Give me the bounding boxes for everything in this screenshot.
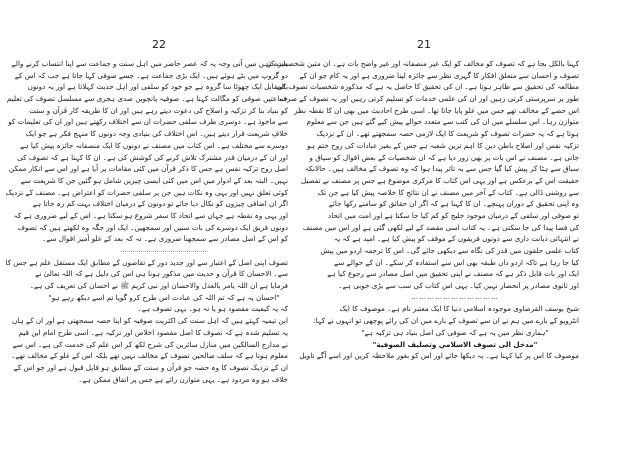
right-page-text <box>266 58 579 362</box>
text-line: سباق سے ہٹا کر پیش کیا گیا جس سے یہ تاثر پیدا ہوا کہ وہ تصوف کے مخالف ہیں۔ حالانکہ <box>304 164 579 174</box>
text-line: کیا جا رہا ہے تاکہ اردو داں طبقہ بھی اس سے استفادہ کر سکے۔ ان کے حوالے سے <box>334 257 579 267</box>
text-line: کہنا بالکل بجا ہے کہ تصوف کو مخالف کو ایک غیر منصفانہ اور غیر واضح بات ہے۔ ان متین شخصیات کے <box>266 59 579 68</box>
text-line: اصل روح تزکیہ نفس ہے جس کا ذکر قرآن میں کئی مقامات پر آیا ہے اور اس سے انکار ممکن <box>8 164 288 174</box>
page-number-left: 22 <box>152 38 166 51</box>
text-line: ایک اور بات قابل ذکر ہے کہ مصنف نے اپنی تحقیق میں اصل مصادر سے رجوع کیا ہے <box>327 269 579 279</box>
text-line: میرے ذہن میں آتی وجہ یہ کہ عصر حاضر میں اہل سنت و جماعت سے اپنا انتساب کرنے والے <box>11 59 288 68</box>
text-line: شیخ یوسف القرضاوی موجودہ اسلامی دنیا کا ایک معتبر نام ہے۔ موصوف کا ایک <box>339 304 579 314</box>
text-line: اور ثانوی مصادر پر انحصار نہیں کیا۔ یہی اس کتاب کی سب سے بڑی خوبی ہے۔ <box>338 281 579 291</box>
text-line: تزکیہ نفس اور اصلاح باطن دین کا اہم ترین شعبہ ہے جس کے بغیر عبادات کی روح ختم ہو <box>307 140 579 150</box>
text-line: تو صوفی اور سلفی کے درمیان موجود خلیج کو کم کیا جا سکتا ہے اور امت میں اتحاد <box>328 210 579 220</box>
arabic-book-title: "مدخل الى تصوف الاسلامي وتصليف الصوفية" <box>372 339 538 349</box>
text-line: سے۔ الاحسان کا قرآن و حدیث میں مذکور ہونا ہی اس کی دلیل ہے کہ اللہ تعالیٰ نے <box>35 269 288 279</box>
text-line: دونوں فریق ایک دوسرے کی بات سنیں اور سمجھیں۔ ایک اور جگہ وہ لکھتے ہیں کہ تصوف <box>17 222 288 232</box>
section-separator: …………………………… <box>120 246 208 254</box>
text-line: ہوتا ہے کہ یہ حضرات تصوف کو شریعت کا ایک لازمی حصہ سمجھتے تھے۔ ان کے نزدیک <box>316 129 579 139</box>
text-line: جاتی ہے۔ مصنف نے اس بات پر بھی زور دیا ہے کہ ان شخصیات کے بعض اقوال کو سیاق و <box>309 152 579 162</box>
text-line: جماعتیں صوفی کو مگالت کہتا ہے۔ صوفیہ پانچویں صدی ہجری سے مسلسل تصوف کی تعلیم <box>6 94 288 104</box>
section-separator: …………………………… <box>411 292 499 301</box>
text-line: نہیں۔ البتہ بعد کے ادوار میں اس میں کئی ایسی چیزیں شامل ہو گئیں جن کا شریعت سے <box>20 175 288 185</box>
text-line: خلافِ شریعت قرار دیتے ہیں۔ اس اختلاف کی بنیادی وجہ دونوں کا منہج فکر ہے جو ایک <box>25 129 288 139</box>
text-line: ان کے نزدیک تصوف کا وہ حصہ جو قرآن و سنت کے مطابق ہو قابل قبول ہے اور جو اس کے <box>13 362 288 372</box>
text-line: وہ اپنی تحقیق کے دوران پہنچے۔ ان کا کہنا ہے کہ اگر ان حقائق کو سامنے رکھا جائے <box>328 199 579 209</box>
text-line: کو اس کے اصل مصادر سے سمجھنا ضروری ہے۔ نہ کہ بعد کے غلو آمیز اقوال سے۔ <box>42 234 288 244</box>
text-line: کتاب علمی حلقوں میں قدر کی نگاہ سے دیکھی جائے گی۔ اس کا ترجمہ اردو میں پیش <box>320 246 579 255</box>
right-page <box>266 0 638 451</box>
text-line: سے ماخوذ ہے۔ دوسری طرف سلفی حضرات ان سے اختلاف رکھتے ہیں اور ان کی تعلیمات کو <box>8 117 288 127</box>
text-line: معلوم ہوتا ہے کہ سلف صالحین تصوف کے مخالف نہیں تھے بلکہ اس کے غلو کے مخالف تھے۔ <box>11 351 288 361</box>
text-line: طور پر سرپرستی کرتی رہیں اور ان کی علمی خدمات کو تسلیم کرتی رہیں اور یہ تصوف کے صرف <box>279 94 579 104</box>
text-line: کہ یہ کیفیت مقصود ہو یا نہ ہو۔ یہی تصوف ہے۔ <box>137 304 288 314</box>
quote-line: "ہماری نظر میں یہ ہے کہ صوفی کی اصل بنیاد ہی تزکیہ ہے" <box>361 327 549 337</box>
text-line: فرمایا ہے ان اللہ یامر بالعدل والاحسان اور نبی کریم ﷺ نے احسان کی تعریف کی ہے۔ <box>29 281 288 291</box>
text-line: تصوف اپنی اصل کے اعتبار سے اور جدید دور کے تقاضوں کے مطابق ایک مستقل علم ہے جس کا <box>5 257 288 267</box>
text-line: دوسرے سے مختلف ہے۔ اس کتاب میں مصنف نے دونوں کا ایک منصفانہ جائزہ پیش کیا ہے <box>20 140 288 150</box>
page-number-right: 21 <box>417 38 431 51</box>
text-line: نے انتہائی دیانت داری سے دونوں فریقوں کے موقف کو پیش کیا ہے۔ امید ہے کہ یہ <box>333 234 579 244</box>
text-line: سے روشنی ڈالی ہے۔ کتاب کے آخر میں مصنف نے ان نتائج کا خلاصہ پیش کیا ہے جن تک <box>317 187 579 197</box>
text-line: یہ تسلیم شدہ ہے کہ تصوف کا اصل مقصود اخلاص اور تزکیہ ہے۔ اسی طرح امام ابن قیم <box>18 327 288 337</box>
text-line: کوئی تعلق نہیں اور یہی وہ نکات ہیں جن پر سلفی حضرات کو اعتراض ہے۔ مصنف کے نزدیک <box>5 187 288 197</box>
quote-line: "احسان یہ ہے کہ تم اللہ کی عبادت اس طرح کرو گویا تم اسے دیکھ رہے ہو" <box>48 292 280 302</box>
text-line: متوازن رہا۔ اس سلسلے میں ان کی کتب سے متعدد حوالے پیش کیے گئے ہیں جن سے معلوم <box>306 117 579 127</box>
text-line: خلاف ہو وہ مردود ہے۔ یہی متوازن رائے ہے جس پر اتفاق ممکن ہے۔ <box>78 374 288 384</box>
text-line: دو گروپ میں بٹے ہوئے ہیں۔ ایک بڑی جماعت ہے۔ جسے صوفی کہا جاتا ہے جب کہ اس کے <box>14 70 288 80</box>
text-line: اور یہی وہ نقطہ ہے جہاں سے اتحاد کا سفر شروع ہو سکتا ہے۔ اس کے لیے ضروری ہے کہ <box>13 210 288 220</box>
text-line: تصوف و احسان سے متعلق افکار کا گہری نظر سے جائزہ لینا ضروری ہے اور یہ کام جو ان کے <box>299 70 579 80</box>
text-line: اور ان کے درمیان قدر مشترک تلاش کرنے کی کوشش کی ہے۔ ان کا کہنا ہے کہ تصوف کی <box>17 152 288 162</box>
text-line: انٹرویو کے بارے میں ہم نے ان سے تصوف کے بارے میں ان کی رائے پوچھی تو انہوں نے کہا: <box>312 316 579 326</box>
text-line: نے مدارج السالکین میں منازل سائرین کی شرح لکھ کر اس علم کی خدمت کی ہے۔ اس سے <box>12 339 288 349</box>
text-line: مطالعہ کی تحقیق سے ظاہر ہوتا ہے۔ ان کی تحقیق کا حاصل یہ ہے کہ مذکورہ شخصیات تصوف کی <box>276 82 579 92</box>
text-line: موصوف کا اس پر کیا کہنا ہے۔ یہ دیکھا جائے اور اس کو بغور ملاحظہ کریں اور اسے آگے تاویل <box>299 351 579 361</box>
text-line: ابن تیمیہ کہتے ہیں کہ اہل سنت کی اکثریت صوفیہ کو اپنا حصہ سمجھتی ہے اور ان کے ہاں <box>12 316 288 326</box>
text-line: بالمقابل ایک چھوٹا سا گروہ ہے جو خود کو سلفی اور اہل حدیث کہلاتا ہے اور یہ دونوں <box>27 82 288 92</box>
left-page-text <box>5 58 288 385</box>
text-line: حقیقت اس کے برعکس ہے اور یہی اس کتاب کا مرکزی موضوع ہے جس پر مصنف نے تفصیل <box>301 175 579 185</box>
text-line: اگر ان اضافی چیزوں کو نکال دیا جائے تو دونوں کے درمیان اختلاف بہت کم رہ جاتا ہے <box>32 199 288 209</box>
text-line: کی فضا پیدا کی جا سکتی ہے۔ یہ کتاب اسی مقصد کے لیے لکھی گئی ہے اور اس میں مصنف <box>302 222 579 232</box>
text-line: کو بنیاد بنا کر تزکیہ و اصلاح کی دعوت دیتے رہے ہیں اور ان کا طریقہ کار قرآن و سنت <box>29 105 288 115</box>
text-line: اس حصے کے مخالف تھے جس میں غلو پایا جاتا تھا۔ اسی طرح احادیث میں بھی ان کا نقطہ نظر <box>294 105 579 115</box>
